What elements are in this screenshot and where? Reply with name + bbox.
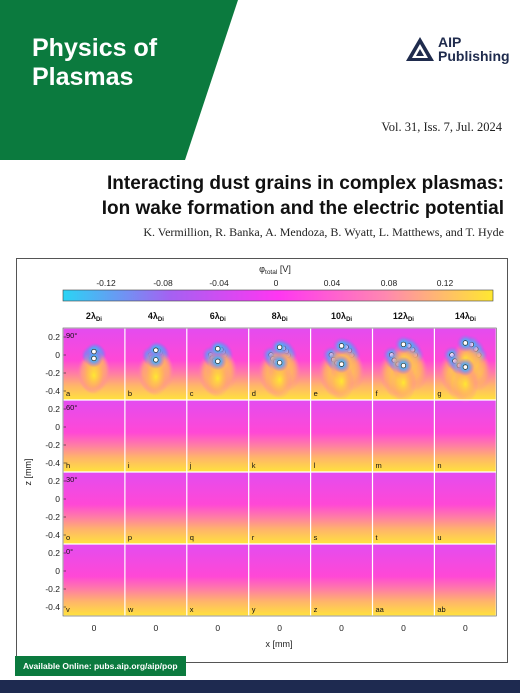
- panel-letter: k: [251, 461, 256, 470]
- y-tick-label: 0: [55, 566, 60, 576]
- y-tick-label: 0: [55, 422, 60, 432]
- angle-label: 90°: [66, 331, 78, 340]
- column-header: $14\lambda_{Di}$: [454, 311, 476, 323]
- panel-letter: p: [127, 533, 133, 542]
- y-tick-label: -0.2: [45, 440, 60, 450]
- panel-background: [125, 400, 187, 472]
- panel-letter: t: [375, 533, 378, 542]
- panel-letter: f: [375, 389, 378, 398]
- panel-background: [187, 472, 249, 544]
- x-tick-label: 0: [215, 623, 221, 633]
- issue-info: Vol. 31, Iss. 7, Jul. 2024: [381, 120, 502, 134]
- y-axis-label: z [mm]: [23, 458, 33, 486]
- dust-grain: [215, 359, 220, 364]
- y-tick-label: 0: [55, 494, 60, 504]
- dust-grain: [215, 346, 220, 351]
- panel-letter: h: [66, 461, 71, 470]
- colorbar-tick-label: 0.08: [380, 278, 398, 288]
- x-axis-label: x [mm]: [265, 639, 293, 649]
- y-tick-label: 0.2: [48, 404, 60, 414]
- panel-background: [311, 544, 373, 616]
- bottom-bar: [0, 680, 520, 693]
- colorbar-tick-label: -0.08: [153, 278, 173, 288]
- panel-letter: b: [127, 389, 133, 398]
- panel-background: [434, 472, 496, 544]
- colorbar-label: $\varphi_{total}$ [V]: [259, 264, 291, 276]
- publisher-name-line1: AIP: [438, 34, 462, 50]
- y-tick-label: -0.2: [45, 368, 60, 378]
- colorbar-tick-label: -0.12: [96, 278, 116, 288]
- dust-grain: [277, 360, 282, 365]
- colorbar-tick-label: -0.04: [209, 278, 229, 288]
- journal-title: [32, 34, 157, 92]
- panel-letter: r: [251, 533, 255, 542]
- panel-background: [311, 472, 373, 544]
- angle-label: 30°: [66, 475, 78, 484]
- colorbar-tick-label: 0.12: [436, 278, 454, 288]
- cover-figure-frame: [16, 258, 508, 663]
- colorbar: [63, 290, 493, 301]
- column-header: $10\lambda_{Di}$: [331, 311, 353, 323]
- panel-letter: i: [127, 461, 130, 470]
- colorbar-tick-label: 0.04: [323, 278, 341, 288]
- panel-letter: o: [66, 533, 71, 542]
- y-tick-label: -0.4: [45, 530, 60, 540]
- column-header: $4\lambda_{Di}$: [147, 311, 164, 323]
- article-title-line2: Ion wake formation and the electric potential: [101, 198, 504, 219]
- dust-grain: [339, 344, 344, 349]
- y-tick-label: -0.4: [45, 458, 60, 468]
- journal-title-line2: Plasmas: [32, 63, 134, 91]
- y-tick-label: 0.2: [48, 548, 60, 558]
- panel-letter: ab: [437, 605, 446, 614]
- panel-background: [125, 472, 187, 544]
- potential-map-figure: [17, 259, 507, 662]
- panel-background: [249, 400, 311, 472]
- panel-background: [249, 472, 311, 544]
- panel-letter: x: [189, 605, 194, 614]
- panel-background: [373, 400, 435, 472]
- angle-label: 60°: [66, 403, 78, 412]
- panel-background: [311, 400, 373, 472]
- panel-letter: z: [313, 605, 318, 614]
- dust-grain: [92, 356, 97, 361]
- x-tick-label: 0: [153, 623, 159, 633]
- panel-letter: v: [66, 605, 70, 614]
- y-tick-label: -0.2: [45, 584, 60, 594]
- y-tick-label: -0.2: [45, 512, 60, 522]
- panel-letter: m: [375, 461, 382, 470]
- panel-letter: d: [251, 389, 256, 398]
- panel-letter: g: [437, 389, 442, 398]
- y-tick-label: 0.2: [48, 332, 60, 342]
- dust-grain: [401, 342, 406, 347]
- panel-background: [187, 544, 249, 616]
- dust-grain: [154, 358, 159, 363]
- column-header: $2\lambda_{Di}$: [85, 311, 102, 323]
- panel-background: [187, 400, 249, 472]
- panel-background: [125, 544, 187, 616]
- column-header: $6\lambda_{Di}$: [209, 311, 226, 323]
- y-tick-label: 0: [55, 350, 60, 360]
- dust-grain: [463, 365, 468, 370]
- dust-grain: [401, 363, 406, 368]
- angle-label: 0°: [66, 547, 74, 556]
- y-tick-label: -0.4: [45, 602, 60, 612]
- x-tick-label: 0: [277, 623, 283, 633]
- panel-letter: y: [251, 605, 256, 614]
- availability-banner[interactable]: Available Online: pubs.aip.org/aip/pop: [15, 656, 186, 676]
- article-title-line1: Interacting dust grains in complex plasmas:: [107, 173, 504, 194]
- colorbar-tick-label: 0: [273, 278, 279, 288]
- aip-triangle-logo-icon: [405, 36, 435, 62]
- dust-grain: [154, 348, 159, 353]
- panel-letter: j: [189, 461, 192, 470]
- y-tick-label: -0.4: [45, 386, 60, 396]
- panel-background: [434, 400, 496, 472]
- panel-letter: w: [127, 605, 134, 614]
- column-header: $12\lambda_{Di}$: [392, 311, 414, 323]
- dust-grain: [339, 362, 344, 367]
- x-tick-label: 0: [462, 623, 468, 633]
- x-tick-label: 0: [91, 623, 97, 633]
- author-list: K. Vermillion, R. Banka, A. Mendoza, B. Wyatt, L. Matthews, and T. Hyde: [143, 225, 504, 239]
- panel-letter: s: [313, 533, 318, 542]
- panel-background: [249, 544, 311, 616]
- dust-grain: [463, 341, 468, 346]
- publisher-name-line2: Publishing: [438, 48, 510, 64]
- panel-letter: a: [66, 389, 71, 398]
- panel-background: [373, 472, 435, 544]
- panel-letter: q: [189, 533, 194, 542]
- x-tick-label: 0: [339, 623, 344, 633]
- panel-letter: aa: [375, 605, 384, 614]
- panel-letter: n: [437, 461, 442, 470]
- y-tick-label: 0.2: [48, 476, 60, 486]
- dust-grain: [92, 349, 97, 354]
- journal-title-line1: Physics of: [32, 34, 158, 62]
- panel-letter: e: [313, 389, 318, 398]
- article-title: [30, 171, 504, 221]
- dust-grain: [277, 345, 282, 350]
- panel-letter: u: [437, 533, 442, 542]
- panel-letter: l: [313, 461, 316, 470]
- x-tick-label: 0: [401, 623, 406, 633]
- panel-letter: c: [189, 389, 194, 398]
- column-header: $8\lambda_{Di}$: [271, 311, 288, 323]
- publisher-name: [438, 35, 510, 63]
